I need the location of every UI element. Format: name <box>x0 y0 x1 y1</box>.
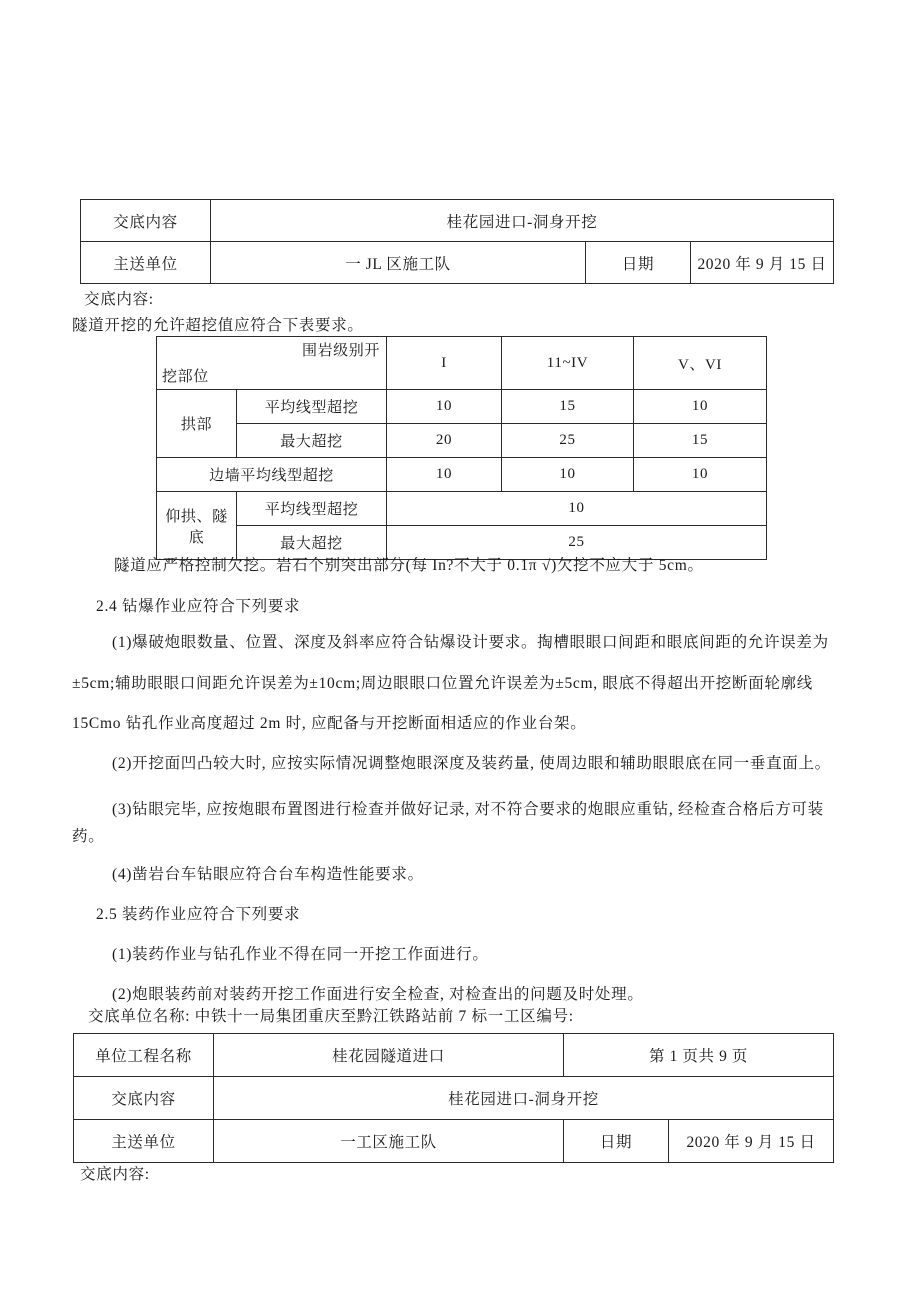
footer-value-content: 桂花园进口-洞身开挖 <box>214 1077 834 1120</box>
table-row <box>74 1120 834 1163</box>
spec-cell-value: 15 <box>634 424 767 458</box>
table-row <box>74 1034 834 1077</box>
header-value-date: 2020 年 9 月 15 日 <box>691 242 834 284</box>
spec-item-label: 最大超挖 <box>237 526 387 560</box>
table-row <box>74 1077 834 1120</box>
heading-2-4: 2.4 钻爆作业应符合下列要求 <box>96 598 301 615</box>
header-label-date: 日期 <box>586 242 691 284</box>
paragraph-2-4-1-line1: (1)爆破炮眼数量、位置、深度及斜率应符合钻爆设计要求。掏槽眼眼口间距和眼底间距的允许误差为 <box>112 634 829 651</box>
header-table <box>80 199 834 284</box>
section-label-content: 交底内容: <box>84 291 154 308</box>
table-row <box>157 424 767 458</box>
spec-cell-value: 10 <box>387 390 502 424</box>
intro-line: 隧道开挖的允许超挖值应符合下表要求。 <box>72 317 364 334</box>
table-row <box>157 390 767 424</box>
spec-cell-merged-value: 25 <box>387 526 767 560</box>
paragraph-2-4-1-line2: ±5cm;辅助眼眼口间距允许误差为±10cm;周边眼眼口位置允许误差为±5cm, 眼底不得超出开挖断面轮廓线 <box>72 675 813 692</box>
note-line-undercut: 隧道应严格控制欠挖。岩石个别突出部分(每 In?不大于 0.1π √)欠挖不应大于 5cm。 <box>114 557 704 574</box>
paragraph-2-4-3-line1: (3)钻眼完毕, 应按炮眼布置图进行检查并做好记录, 对不符合要求的炮眼应重钻, 经检查合格后方可装 <box>112 801 824 818</box>
header-label-recipient: 主送单位 <box>81 242 211 284</box>
spec-column-header-2: 11~IV <box>502 337 634 390</box>
footer-label-date: 日期 <box>564 1120 669 1163</box>
bottom-section-label: 交底内容: <box>80 1166 150 1183</box>
spec-corner-top-label: 围岩级别开 <box>301 343 380 359</box>
spec-cell-value: 10 <box>634 390 767 424</box>
spec-item-label: 最大超挖 <box>237 424 387 458</box>
table-row <box>81 242 834 284</box>
header-value-recipient: 一 JL 区施工队 <box>211 242 586 284</box>
spec-cell-merged-value: 10 <box>387 492 767 526</box>
paragraph-2-5-2: (2)炮眼装药前对装药开挖工作面进行安全检查, 对检查出的问题及时处理。 <box>112 986 644 1003</box>
paragraph-2-4-4: (4)凿岩台车钻眼应符合台车构造性能要求。 <box>112 866 424 883</box>
paragraph-2-4-2: (2)开挖面凹凸较大时, 应按实际情况调整炮眼深度及装药量, 使周边眼和辅助眼眼底在同一垂直面上。 <box>112 755 831 772</box>
overbreak-spec-table <box>156 336 767 560</box>
paragraph-2-4-1-line3: 15Cmo 钻孔作业高度超过 2m 时, 应配备与开挖断面相适应的作业台架。 <box>72 715 587 732</box>
unit-name-line: 交底单位名称: 中铁十一局集团重庆至黔江铁路站前 7 标一工区编号: <box>88 1008 574 1025</box>
spec-item-label: 平均线型超挖 <box>237 492 387 526</box>
spec-corner-header <box>157 337 387 390</box>
spec-cell-value: 10 <box>502 458 634 492</box>
footer-value-recipient: 一工区施工队 <box>214 1120 564 1163</box>
footer-table <box>73 1033 834 1163</box>
table-row <box>157 458 767 492</box>
spec-cell-value: 10 <box>634 458 767 492</box>
header-label-content: 交底内容 <box>81 200 211 242</box>
table-row <box>157 492 767 526</box>
table-row <box>81 200 834 242</box>
footer-value-project: 桂花园隧道进口 <box>214 1034 564 1077</box>
spec-group-arch: 拱部 <box>157 390 237 458</box>
paragraph-2-5-1: (1)装药作业与钻孔作业不得在同一开挖工作面进行。 <box>112 946 489 963</box>
spec-cell-value: 20 <box>387 424 502 458</box>
header-value-content: 桂花园进口-洞身开挖 <box>211 200 834 242</box>
footer-value-date: 2020 年 9 月 15 日 <box>669 1120 834 1163</box>
footer-label-content: 交底内容 <box>74 1077 214 1120</box>
spec-cell-value: 15 <box>502 390 634 424</box>
spec-column-header-1: I <box>387 337 502 390</box>
spec-item-label-sidewall: 边墙平均线型超挖 <box>157 458 387 492</box>
spec-item-label: 平均线型超挖 <box>237 390 387 424</box>
footer-label-project: 单位工程名称 <box>74 1034 214 1077</box>
footer-page-number: 第 1 页共 9 页 <box>564 1034 834 1077</box>
spec-corner-bottom-label: 挖部位 <box>162 369 209 385</box>
spec-cell-value: 10 <box>387 458 502 492</box>
spec-column-header-3: V、VI <box>634 337 767 390</box>
spec-cell-value: 25 <box>502 424 634 458</box>
table-header-row <box>157 337 767 390</box>
paragraph-2-4-3-line2: 药。 <box>72 828 105 845</box>
footer-label-recipient: 主送单位 <box>74 1120 214 1163</box>
heading-2-5: 2.5 装药作业应符合下列要求 <box>96 906 301 923</box>
spec-group-invert: 仰拱、隧底 <box>157 492 237 560</box>
